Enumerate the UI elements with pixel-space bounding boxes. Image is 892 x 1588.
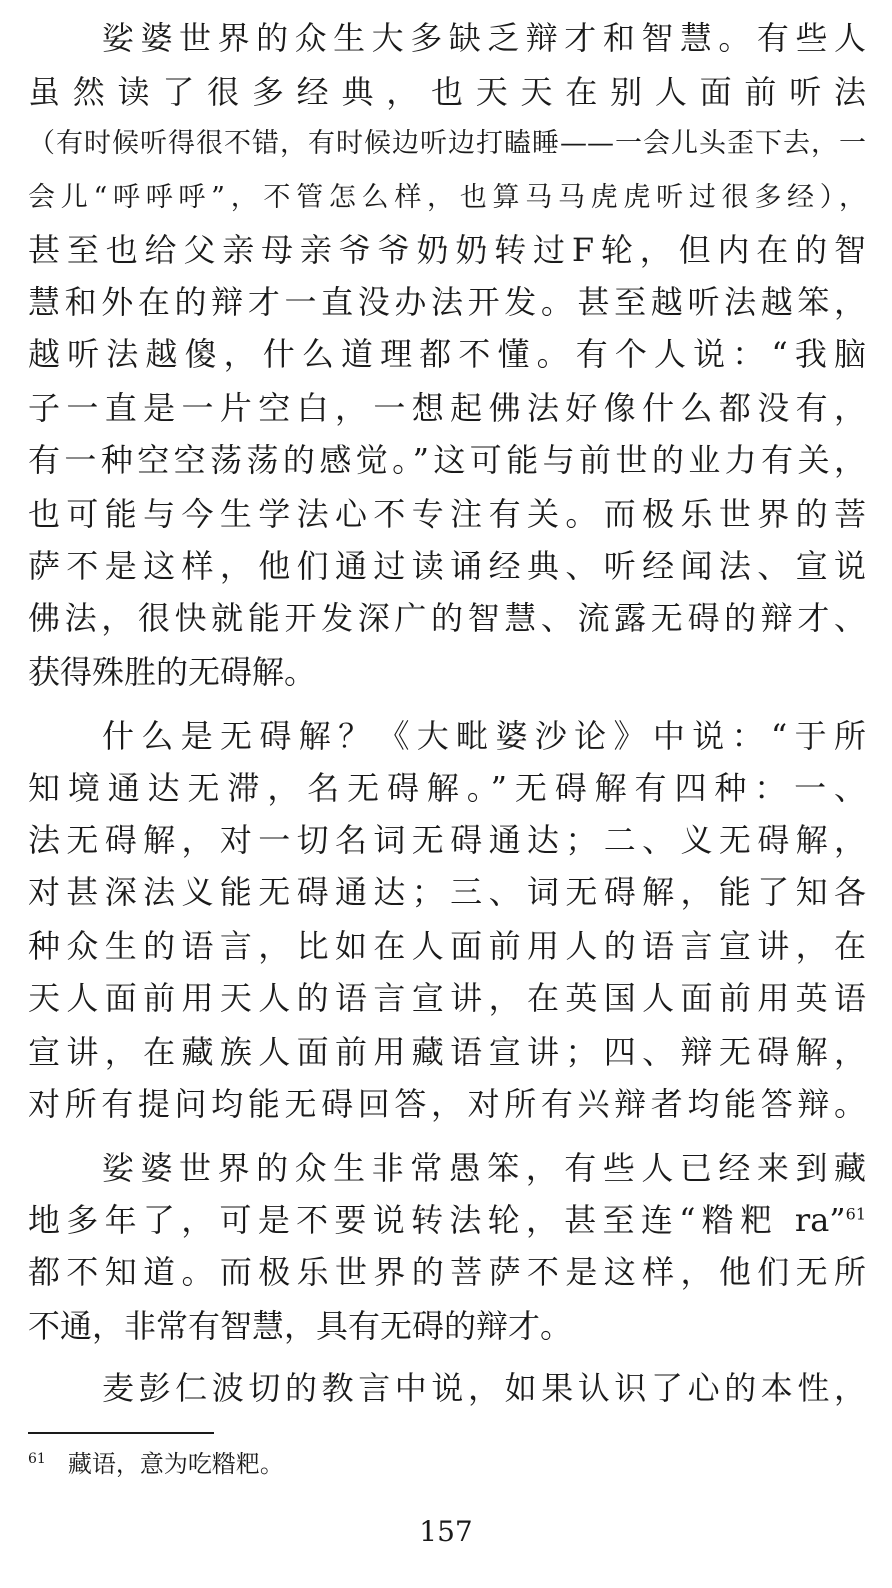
paragraph-1-line-7: 越听法越傻，什么道理都不懂。有个人说：“我脑 bbox=[28, 335, 866, 373]
paragraph-3-line-1: 娑婆世界的众生非常愚笨，有些人已经来到藏 bbox=[102, 1149, 866, 1187]
paragraph-1-line-3: （有时候听得很不错，有时候边听边打瞌睡——一会儿头歪下去，一 bbox=[28, 128, 866, 159]
paragraph-2-line-2: 知境通达无滞，名无碍解。”无碍解有四种：一、 bbox=[28, 769, 866, 807]
footnote-reference[interactable]: 61 bbox=[845, 1204, 866, 1224]
footnote bbox=[28, 1444, 284, 1484]
paragraph-1-line-2: 虽然读了很多经典，也天天在别人面前听法 bbox=[28, 73, 866, 111]
paragraph-2-line-8: 对所有提问均能无碍回答，对所有兴辩者均能答辩。 bbox=[28, 1085, 866, 1123]
paragraph-2-line-7: 宣讲，在藏族人面前用藏语宣讲；四、辩无碍解， bbox=[28, 1033, 866, 1071]
paragraph-2-line-4: 对甚深法义能无碍通达；三、词无碍解，能了知各 bbox=[28, 873, 866, 911]
paragraph-2-line-6: 天人面前用天人的语言宣讲，在英国人面前用英语 bbox=[28, 979, 866, 1017]
paragraph-1-line-10: 也可能与今生学法心不专注有关。而极乐世界的菩 bbox=[28, 495, 866, 533]
paragraph-3-line-4: 不通，非常有智慧，具有无碍的辩才。 bbox=[28, 1307, 573, 1345]
paragraph-2-line-3: 法无碍解，对一切名词无碍通达；二、义无碍解， bbox=[28, 821, 866, 859]
paragraph-2-line-5: 种众生的语言，比如在人面前用人的语言宣讲，在 bbox=[28, 927, 866, 965]
paragraph-2-line-1: 什么是无碍解？《大毗婆沙论》中说：“于所 bbox=[102, 717, 866, 755]
paragraph-3-line-3: 都不知道。而极乐世界的菩萨不是这样，他们无所 bbox=[28, 1253, 866, 1291]
paragraph-3-line-2-text: 地多年了，可是不要说转法轮，甚至连“糌粑 ra” bbox=[28, 1201, 846, 1239]
paragraph-1-line-12: 佛法，很快就能开发深广的智慧、流露无碍的辩才、 bbox=[28, 599, 866, 637]
paragraph-1-line-11: 萨不是这样，他们通过读诵经典、听经闻法、宣说 bbox=[28, 547, 866, 585]
paragraph-1-line-4: 会儿“呼呼呼”，不管怎么样，也算马马虎虎听过很多经）， bbox=[28, 182, 866, 213]
footnote-divider bbox=[28, 1432, 214, 1434]
paragraph-1-line-13: 获得殊胜的无碍解。 bbox=[28, 653, 317, 691]
footnote-number: 61 bbox=[28, 1451, 46, 1467]
paragraph-1-line-9: 有一种空空荡荡的感觉。”这可能与前世的业力有关， bbox=[28, 441, 866, 479]
page-number: 157 bbox=[419, 1515, 473, 1548]
paragraph-1-line-5: 甚至也给父亲母亲爷爷奶奶转过F轮，但内在的智 bbox=[28, 231, 866, 269]
paragraph-3-line-2 bbox=[28, 1200, 866, 1240]
paragraph-1-line-1: 娑婆世界的众生大多缺乏辩才和智慧。有些人 bbox=[102, 19, 866, 57]
paragraph-4-line-1: 麦彭仁波切的教言中说，如果认识了心的本性， bbox=[102, 1369, 866, 1407]
paragraph-1-line-8: 子一直是一片空白，一想起佛法好像什么都没有， bbox=[28, 389, 866, 427]
paragraph-1-line-6: 慧和外在的辩才一直没办法开发。甚至越听法越笨， bbox=[28, 283, 866, 321]
footnote-text: 藏语，意为吃糌粑。 bbox=[67, 1450, 284, 1478]
